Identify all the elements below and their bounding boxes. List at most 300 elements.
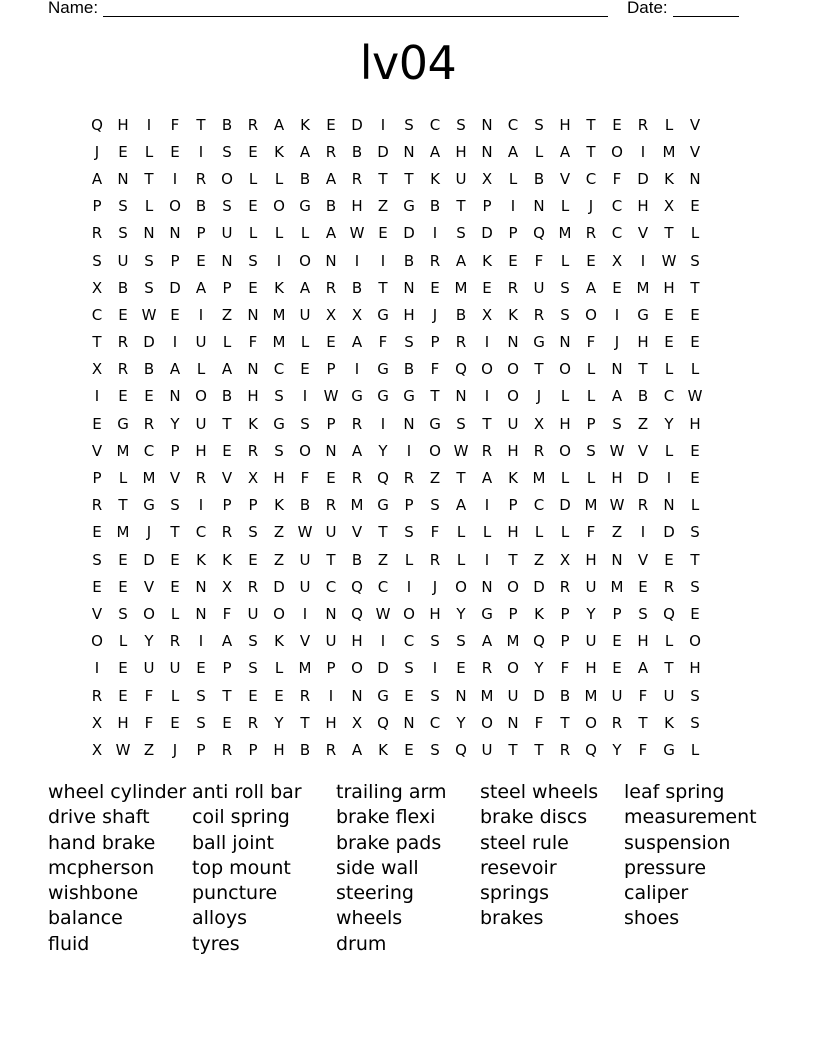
grid-letter: U <box>299 305 311 324</box>
grid-letter: G <box>429 414 441 433</box>
date-label: Date: <box>627 0 668 17</box>
grid-letter: T <box>508 550 518 569</box>
grid-letter: R <box>169 632 181 651</box>
grid-letter: R <box>117 360 129 379</box>
grid-letter: R <box>637 496 649 515</box>
grid-letter: R <box>91 496 103 515</box>
grid-letter: H <box>637 632 649 651</box>
grid-letter: I <box>198 496 204 515</box>
grid-letter: K <box>300 115 310 134</box>
grid-letter: R <box>91 224 103 243</box>
grid-letter: T <box>534 740 544 759</box>
grid-letter: E <box>456 659 466 678</box>
grid-letter: Y <box>612 740 622 759</box>
grid-letter: T <box>664 224 674 243</box>
grid-letter: N <box>169 224 181 243</box>
grid-letter: K <box>482 251 492 270</box>
grid-letter: E <box>118 659 128 678</box>
grid-letter: I <box>484 496 490 515</box>
grid-letter: S <box>690 686 700 705</box>
grid-letter: S <box>196 686 206 705</box>
grid-letter: N <box>325 251 337 270</box>
grid-letter: S <box>404 115 414 134</box>
grid-letter: I <box>406 441 412 460</box>
grid-letter: Q <box>351 577 363 596</box>
grid-letter: K <box>664 169 674 188</box>
word-bank-item: side wall <box>336 856 419 879</box>
grid-letter: G <box>377 387 389 406</box>
grid-letter: L <box>560 469 570 488</box>
grid-letter: Z <box>273 523 285 542</box>
grid-letter: Q <box>533 632 545 651</box>
grid-letter: R <box>429 251 441 270</box>
grid-letter: J <box>588 197 594 216</box>
grid-letter: D <box>533 577 545 596</box>
grid-letter: U <box>663 686 675 705</box>
grid-letter: S <box>248 523 258 542</box>
grid-letter: C <box>143 441 155 460</box>
grid-letter: Y <box>586 604 596 623</box>
grid-letter: L <box>144 142 154 161</box>
word-bank-item: top mount <box>192 856 291 879</box>
grid-letter: A <box>455 251 467 270</box>
grid-letter: P <box>248 496 258 515</box>
grid-letter: T <box>378 278 388 297</box>
grid-letter: E <box>92 414 102 433</box>
grid-letter: M <box>272 333 286 352</box>
grid-letter: R <box>507 278 519 297</box>
grid-letter: O <box>507 577 519 596</box>
grid-letter: J <box>146 523 152 542</box>
grid-letter: H <box>637 197 649 216</box>
grid-letter: E <box>248 550 258 569</box>
grid-letter: S <box>300 414 310 433</box>
grid-letter: B <box>533 169 545 188</box>
grid-letter: K <box>508 469 518 488</box>
grid-letter: Y <box>274 713 284 732</box>
grid-letter: P <box>612 604 622 623</box>
grid-letter: D <box>481 224 493 243</box>
grid-letter: N <box>403 414 415 433</box>
grid-letter: N <box>481 115 493 134</box>
grid-letter: K <box>378 740 388 759</box>
grid-letter: L <box>248 169 258 188</box>
grid-letter: U <box>585 632 597 651</box>
grid-letter: L <box>664 360 674 379</box>
grid-letter: K <box>508 305 518 324</box>
grid-letter: M <box>272 305 286 324</box>
grid-letter: P <box>404 496 414 515</box>
grid-letter: W <box>687 387 703 406</box>
grid-letter: D <box>377 142 389 161</box>
grid-letter: Z <box>221 305 233 324</box>
grid-letter: O <box>507 387 519 406</box>
grid-letter: H <box>117 115 129 134</box>
grid-letter: F <box>534 713 544 732</box>
grid-letter: D <box>169 278 181 297</box>
grid-letter: T <box>144 169 154 188</box>
grid-letter: V <box>637 441 649 460</box>
grid-letter: N <box>143 224 155 243</box>
grid-letter: Q <box>533 224 545 243</box>
grid-letter: U <box>481 740 493 759</box>
grid-letter: C <box>403 632 415 651</box>
grid-letter: U <box>299 550 311 569</box>
grid-letter: H <box>585 659 597 678</box>
word-bank-item: drive shaft <box>48 806 150 829</box>
grid-letter: S <box>222 197 232 216</box>
grid-letter: R <box>117 333 129 352</box>
grid-letter: X <box>663 197 675 216</box>
grid-letter: T <box>638 360 648 379</box>
grid-letter: T <box>92 333 102 352</box>
grid-letter: B <box>221 387 233 406</box>
grid-letter: H <box>429 604 441 623</box>
grid-letter: E <box>170 142 180 161</box>
grid-letter: T <box>378 523 388 542</box>
grid-letter: X <box>221 577 233 596</box>
grid-letter: E <box>118 387 128 406</box>
grid-letter: T <box>378 169 388 188</box>
grid-letter: S <box>92 550 102 569</box>
grid-letter: E <box>612 278 622 297</box>
grid-letter: Z <box>273 550 285 569</box>
grid-letter: T <box>534 360 544 379</box>
grid-letter: M <box>584 496 598 515</box>
grid-letter: S <box>690 251 700 270</box>
grid-letter: O <box>169 197 181 216</box>
grid-letter: O <box>221 169 233 188</box>
grid-letter: P <box>222 496 232 515</box>
grid-letter: R <box>351 169 363 188</box>
grid-letter: I <box>328 686 334 705</box>
grid-letter: T <box>118 496 128 515</box>
grid-letter: W <box>141 305 157 324</box>
grid-letter: Z <box>377 197 389 216</box>
grid-letter: B <box>299 169 311 188</box>
grid-letter: O <box>143 604 155 623</box>
grid-letter: C <box>377 577 389 596</box>
grid-letter: E <box>248 278 258 297</box>
grid-letter: E <box>196 659 206 678</box>
grid-letter: A <box>481 632 493 651</box>
grid-letter: E <box>690 604 700 623</box>
word-bank-item: tyres <box>192 932 240 955</box>
grid-letter: L <box>664 632 674 651</box>
grid-letter: I <box>198 632 204 651</box>
grid-letter: R <box>325 142 337 161</box>
grid-letter: I <box>172 169 178 188</box>
grid-letter: B <box>429 197 441 216</box>
word-bank-item: ball joint <box>192 831 274 854</box>
grid-letter: H <box>559 115 571 134</box>
grid-letter: X <box>351 305 363 324</box>
grid-letter: H <box>455 142 467 161</box>
grid-letter: I <box>146 115 152 134</box>
grid-letter: R <box>247 115 259 134</box>
word-bank-item: drum <box>336 932 387 955</box>
grid-letter: T <box>560 713 570 732</box>
grid-letter: X <box>91 740 103 759</box>
grid-letter: S <box>404 523 414 542</box>
grid-letter: G <box>299 197 311 216</box>
grid-letter: X <box>533 414 545 433</box>
grid-letter: S <box>456 115 466 134</box>
grid-letter: B <box>351 278 363 297</box>
grid-letter: E <box>222 713 232 732</box>
grid-letter: O <box>585 713 597 732</box>
word-bank <box>48 780 768 957</box>
grid-letter: T <box>690 550 700 569</box>
grid-letter: H <box>507 441 519 460</box>
grid-letter: N <box>507 333 519 352</box>
grid-letter: V <box>169 469 181 488</box>
grid-letter: H <box>689 659 701 678</box>
grid-letter: I <box>640 251 646 270</box>
grid-letter: K <box>274 142 284 161</box>
word-bank-item: brakes <box>480 907 544 930</box>
grid-letter: G <box>377 686 389 705</box>
grid-letter: X <box>91 360 103 379</box>
grid-letter: U <box>455 169 467 188</box>
grid-letter: X <box>247 469 259 488</box>
grid-letter: M <box>142 469 156 488</box>
grid-letter: Y <box>456 713 466 732</box>
grid-letter: I <box>640 523 646 542</box>
grid-letter: S <box>690 713 700 732</box>
grid-letter: R <box>533 441 545 460</box>
grid-letter: F <box>222 604 232 623</box>
grid-letter: E <box>664 550 674 569</box>
grid-letter: T <box>456 469 466 488</box>
grid-letter: O <box>91 632 103 651</box>
grid-letter: H <box>117 713 129 732</box>
grid-letter: R <box>559 740 571 759</box>
grid-letter: Z <box>143 740 155 759</box>
grid-letter: F <box>144 686 154 705</box>
grid-letter: L <box>456 523 466 542</box>
grid-letter: W <box>609 441 625 460</box>
grid-letter: Z <box>533 550 545 569</box>
grid-letter: H <box>663 278 675 297</box>
grid-letter: L <box>586 469 596 488</box>
grid-letter: T <box>170 523 180 542</box>
grid-letter: N <box>403 142 415 161</box>
word-bank-item: steel wheels <box>480 781 599 803</box>
grid-letter: C <box>325 577 337 596</box>
grid-letter: T <box>638 713 648 732</box>
grid-letter: A <box>299 278 311 297</box>
grid-letter: S <box>118 224 128 243</box>
grid-letter: P <box>222 278 232 297</box>
grid-letter: S <box>274 441 284 460</box>
grid-letter: U <box>221 224 233 243</box>
grid-letter: I <box>484 387 490 406</box>
grid-letter: T <box>430 387 440 406</box>
grid-letter: E <box>118 142 128 161</box>
grid-letter: U <box>585 577 597 596</box>
grid-letter: E <box>144 387 154 406</box>
grid-letter: L <box>248 224 258 243</box>
grid-letter: T <box>196 115 206 134</box>
grid-letter: B <box>403 251 415 270</box>
grid-letter: B <box>299 496 311 515</box>
grid-letter: L <box>586 360 596 379</box>
grid-letter: P <box>222 659 232 678</box>
grid-letter: S <box>612 414 622 433</box>
grid-letter: O <box>559 441 571 460</box>
word-search-grid <box>84 111 708 764</box>
grid-letter: U <box>169 659 181 678</box>
grid-letter: O <box>481 360 493 379</box>
grid-letter: S <box>456 224 466 243</box>
grid-letter: P <box>196 224 206 243</box>
grid-letter: R <box>351 414 363 433</box>
grid-letter: M <box>558 224 572 243</box>
grid-letter: C <box>429 115 441 134</box>
grid-letter: R <box>559 577 571 596</box>
grid-letter: R <box>455 333 467 352</box>
grid-letter: H <box>273 469 285 488</box>
grid-letter: X <box>611 251 623 270</box>
grid-letter: S <box>248 632 258 651</box>
grid-letter: T <box>690 278 700 297</box>
grid-letter: A <box>507 142 519 161</box>
grid-letter: R <box>195 469 207 488</box>
grid-letter: I <box>640 142 646 161</box>
grid-letter: D <box>637 169 649 188</box>
grid-letter: K <box>274 278 284 297</box>
grid-letter: A <box>299 142 311 161</box>
grid-letter: H <box>195 441 207 460</box>
grid-letter: L <box>482 523 492 542</box>
grid-letter: T <box>222 414 232 433</box>
grid-letter: I <box>666 469 672 488</box>
grid-letter: X <box>481 305 493 324</box>
grid-letter: U <box>325 523 337 542</box>
grid-letter: D <box>143 550 155 569</box>
grid-letter: H <box>689 414 701 433</box>
grid-letter: S <box>690 577 700 596</box>
grid-letter: L <box>404 550 414 569</box>
grid-letter: W <box>453 441 469 460</box>
grid-letter: N <box>559 333 571 352</box>
date-field[interactable] <box>673 0 739 17</box>
grid-letter: B <box>325 197 337 216</box>
grid-letter: V <box>221 469 233 488</box>
grid-letter: E <box>196 251 206 270</box>
grid-letter: S <box>118 604 128 623</box>
grid-letter: N <box>247 305 259 324</box>
grid-letter: R <box>247 713 259 732</box>
grid-letter: M <box>480 686 494 705</box>
grid-letter: E <box>326 115 336 134</box>
grid-letter: F <box>170 115 180 134</box>
grid-letter: F <box>144 713 154 732</box>
word-bank-item: resevoir <box>480 856 557 879</box>
grid-letter: E <box>300 360 310 379</box>
grid-letter: F <box>378 333 388 352</box>
grid-letter: I <box>198 142 204 161</box>
word-bank-item: pressure <box>624 856 707 879</box>
grid-letter: A <box>91 169 103 188</box>
grid-letter: F <box>430 523 440 542</box>
grid-letter: V <box>91 604 103 623</box>
grid-letter: N <box>403 713 415 732</box>
grid-letter: E <box>118 550 128 569</box>
grid-letter: U <box>247 604 259 623</box>
grid-letter: L <box>690 496 700 515</box>
grid-letter: O <box>195 387 207 406</box>
grid-letter: W <box>661 251 677 270</box>
word-bank-item: steering <box>336 882 414 905</box>
grid-letter: F <box>300 469 310 488</box>
grid-letter: L <box>274 659 284 678</box>
grid-letter: K <box>274 496 284 515</box>
grid-letter: P <box>92 469 102 488</box>
grid-letter: F <box>534 251 544 270</box>
grid-letter: R <box>299 686 311 705</box>
grid-letter: I <box>380 115 386 134</box>
grid-letter: R <box>325 740 337 759</box>
grid-letter: M <box>662 142 676 161</box>
grid-letter: B <box>299 740 311 759</box>
grid-letter: A <box>221 632 233 651</box>
grid-letter: V <box>143 577 155 596</box>
grid-letter: B <box>351 142 363 161</box>
name-field[interactable] <box>103 0 608 17</box>
grid-letter: V <box>689 115 701 134</box>
grid-letter: M <box>584 686 598 705</box>
grid-letter: B <box>143 360 155 379</box>
grid-letter: I <box>432 224 438 243</box>
grid-letter: D <box>663 523 675 542</box>
grid-letter: W <box>349 224 365 243</box>
grid-letter: B <box>455 305 467 324</box>
grid-letter: N <box>117 169 129 188</box>
grid-letter: N <box>481 577 493 596</box>
grid-letter: P <box>508 224 518 243</box>
grid-letter: K <box>248 414 258 433</box>
grid-letter: H <box>351 632 363 651</box>
word-bank-item: suspension <box>624 831 731 854</box>
grid-letter: L <box>508 169 518 188</box>
grid-letter: T <box>326 550 336 569</box>
grid-letter: E <box>482 278 492 297</box>
grid-letter: N <box>325 441 337 460</box>
grid-letter: S <box>248 659 258 678</box>
grid-letter: D <box>377 659 389 678</box>
grid-letter: O <box>507 360 519 379</box>
grid-letter: D <box>559 496 571 515</box>
grid-letter: N <box>325 604 337 623</box>
word-bank-item: measurement <box>624 806 757 829</box>
grid-letter: L <box>118 632 128 651</box>
grid-letter: E <box>690 469 700 488</box>
grid-letter: O <box>481 713 493 732</box>
grid-letter: B <box>195 197 207 216</box>
grid-letter: J <box>94 142 100 161</box>
grid-letter: O <box>689 632 701 651</box>
grid-letter: S <box>118 197 128 216</box>
grid-letter: E <box>92 523 102 542</box>
grid-letter: S <box>144 278 154 297</box>
grid-letter: J <box>536 387 542 406</box>
grid-letter: K <box>534 604 544 623</box>
grid-letter: I <box>380 632 386 651</box>
grid-letter: P <box>326 360 336 379</box>
grid-letter: O <box>611 142 623 161</box>
